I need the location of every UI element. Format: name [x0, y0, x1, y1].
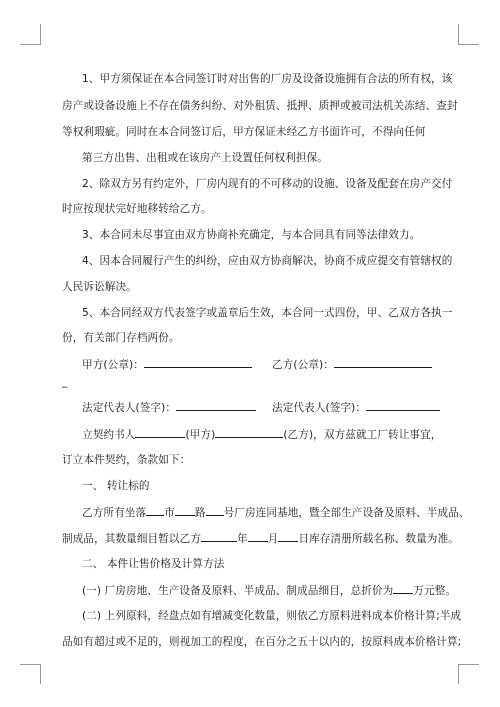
party-b-seal-blank [334, 357, 432, 368]
number-blank [206, 505, 224, 516]
party-a-representative-label: 法定代表人(签字)： [82, 402, 177, 414]
contractor-label: 立契约书人 [82, 429, 136, 441]
party-b-representative [272, 400, 452, 415]
party-b-representative-label: 法定代表人(签字)： [272, 402, 367, 414]
crop-mark-top-left [40, 24, 41, 44]
crop-mark-bottom-right [458, 664, 459, 684]
party-a-name-blank [135, 427, 185, 438]
party-b-name-blank [215, 427, 283, 438]
clause-2-line-1: 2、除双方另有约定外，厂房内现有的不可移动的设施、设备及配套在房产交付 [82, 178, 453, 190]
clause-4-line-2: 人民诉讼解决。 [62, 281, 137, 293]
clause-1-line-4: 第三方出售、出租或在该房产上设置任何权利担保。 [82, 152, 328, 164]
clause-5-line-1: 5、本合同经双方代表签字或盖章后生效，本合同一式四份，甲、乙双方各执一 [82, 307, 453, 319]
party-a-seal-blank [144, 357, 252, 368]
crop-mark-bottom-left-h [20, 664, 41, 665]
crop-mark-top-right [458, 24, 459, 44]
price-line [82, 583, 472, 598]
price-text: (一) 厂房房地、生产设备及原料、半成品、制成品细目，总折价为 [82, 585, 394, 597]
day-blank [278, 531, 298, 542]
stray-underscore: _ [62, 376, 68, 388]
crop-mark-bottom-right-h [458, 664, 479, 665]
clause-2-line-2: 时应按现状完好地移转给乙方。 [62, 203, 212, 215]
subject-line-1 [82, 505, 472, 520]
inventory-text: 制成品，其数量细目暂以乙方 [62, 533, 202, 545]
year-blank [201, 531, 237, 542]
contract-parties-line [82, 427, 472, 442]
party-a-representative-blank [176, 400, 256, 411]
year-label: 年 [237, 533, 248, 545]
calc-method-line-1: (二) 上列原料，经盘点如有增减变化数量，则依乙方原料进料成本价格计算;半成 [82, 610, 462, 622]
road-label: 路 [194, 507, 206, 519]
clause-1-line-3: 等权利瑕疵。同时在本合同签订后，甲方保证未经乙方书面许可，不得向任何 [62, 126, 426, 138]
calc-method-line-2: 品如有超过或不足的，则视加工的程度，在百分之五十以内的，按原料成本价格计算; [62, 636, 462, 648]
price-unit: 万元整。 [413, 585, 457, 597]
section-1-heading: 一、 转让标的 [82, 480, 150, 492]
crop-mark-top-right-h [458, 44, 479, 45]
crop-mark-bottom-left [40, 664, 41, 684]
month-label: 月 [267, 533, 279, 545]
contract-intro-line-2: 订立本件契约，条款如下： [62, 454, 191, 466]
party-b-tag: (乙方)，双方兹就工厂转让事宜， [283, 429, 442, 441]
clause-3-line: 3、本合同未尽事宜由双方协商补充确定，与本合同具有同等法律效力。 [82, 229, 421, 241]
subject-line-2 [62, 531, 459, 546]
clause-4-line-1: 4、因本合同履行产生的纠纷，应由双方协商解决，协商不成应提交有管辖权的 [82, 255, 453, 267]
party-b-seal-label: 乙方(公章)： [272, 359, 334, 371]
city-label: 市 [164, 507, 175, 519]
inventory-text-end: 日库存清册所载名称、数量为准。 [298, 533, 459, 545]
clause-5-line-2: 份，有关部门存档两份。 [62, 332, 180, 344]
party-b-seal [272, 357, 452, 372]
clause-1-line-1: 1、甲方须保证在本合同签订时对出售的厂房及设备设施拥有合法的所有权，该 [82, 73, 453, 85]
party-a-seal-label: 甲方(公章)： [82, 359, 144, 371]
party-a-tag: (甲方) [185, 429, 216, 441]
section-2-heading: 二、 本件让售价格及计算方法 [82, 558, 225, 570]
price-blank [393, 583, 413, 594]
subject-text: 号厂房连同基地，暨全部生产设备及原料、半成品、 [223, 507, 470, 519]
month-blank [248, 531, 268, 542]
city-blank [146, 505, 164, 516]
road-blank [175, 505, 195, 516]
party-b-representative-blank [366, 400, 440, 411]
location-label: 乙方所有坐落 [82, 507, 147, 519]
clause-1-line-2: 房产或设备设施上不存在债务纠纷、对外租赁、抵押、质押或被司法机关冻结、查封 [62, 100, 458, 112]
crop-mark-top-left-h [20, 44, 41, 45]
